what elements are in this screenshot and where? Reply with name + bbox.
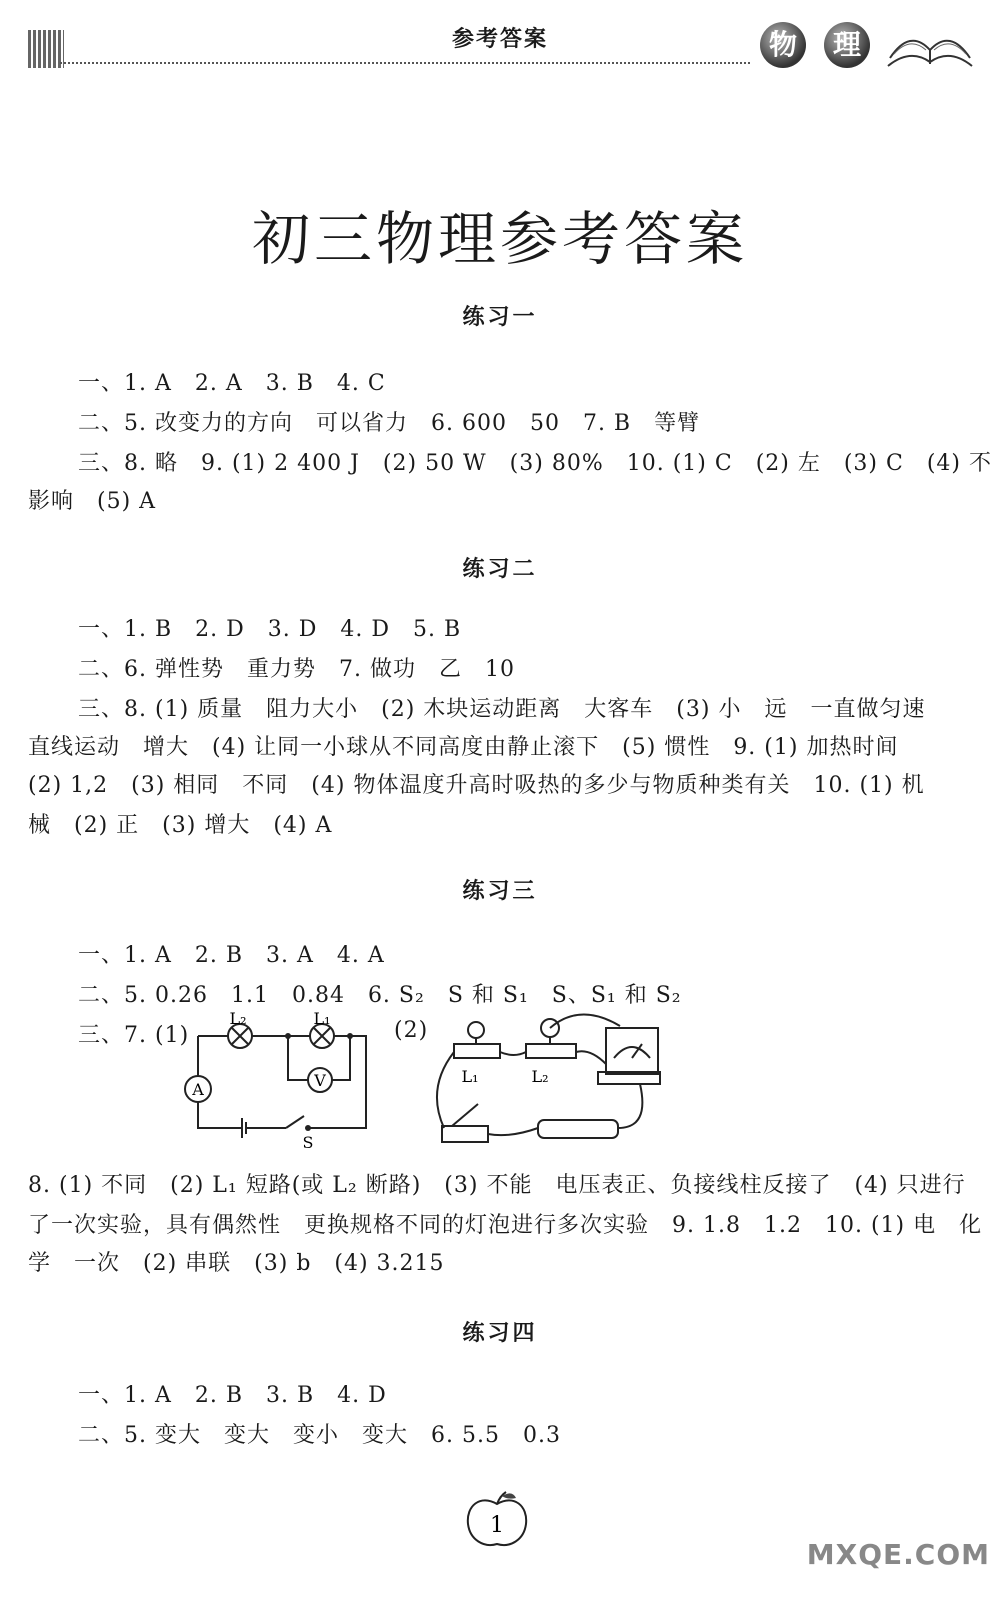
apple-page-number-icon: [462, 1490, 532, 1552]
diagram-part2-label: (2): [394, 1018, 429, 1043]
answer-line: 一、1. A 2. B 3. B 4. D: [78, 1383, 387, 1408]
header-badge-li: 理: [824, 22, 870, 68]
answer-line: 二、5. 0.26 1.1 0.84 6. S₂ S 和 S₁ S、S₁ 和 S₂: [78, 983, 682, 1008]
meter-icon: [606, 1028, 658, 1074]
page-number: 1: [490, 1513, 504, 1538]
answer-line: 影响 (5) A: [28, 489, 157, 514]
answer-line: 学 一次 (2) 串联 (3) b (4) 3.215: [28, 1251, 445, 1276]
page-title: 初三物理参考答案: [251, 205, 748, 273]
label-ammeter: A: [192, 1080, 204, 1099]
header-badge-wu: 物: [760, 22, 806, 68]
page-header: [0, 0, 1000, 80]
answer-line: 8. (1) 不同 (2) L₁ 短路(或 L₂ 断路) (3) 不能 电压表正、负接线柱反接了 (4) 只进行: [28, 1173, 966, 1198]
circuit-diagram: [180, 1010, 380, 1150]
answer-line: 一、1. B 2. D 3. D 4. D 5. B: [78, 617, 462, 642]
section-heading-1: 练习一: [462, 305, 538, 330]
bulb-l1-icon: [468, 1022, 484, 1038]
photo-label-l1: L₁: [461, 1067, 479, 1086]
label-l1: L₁: [313, 1010, 331, 1028]
battery-symbol: [242, 1118, 246, 1138]
header-dotted-rule: [60, 62, 750, 64]
battery-box-icon: [538, 1120, 618, 1138]
lamp-holder-l1: [454, 1044, 500, 1058]
answer-line: 二、6. 弹性势 重力势 7. 做功 乙 10: [78, 657, 515, 682]
switch-symbol: [286, 1116, 304, 1128]
answer-line: 二、5. 改变力的方向 可以省力 6. 600 50 7. B 等臂: [78, 411, 701, 436]
answer-line: 三、8. (1) 质量 阻力大小 (2) 木块运动距离 大客车 (3) 小 远 一直做匀速: [78, 697, 926, 722]
answer-line: 三、7. (1): [78, 1023, 190, 1048]
section-heading-2: 练习二: [462, 557, 538, 582]
watermark: MXQE.COM: [806, 1538, 990, 1571]
answer-line: 二、5. 变大 变大 变小 变大 6. 5.5 0.3: [78, 1423, 561, 1448]
answer-line: 一、1. A 2. B 3. A 4. A: [78, 943, 385, 968]
lamp-holder-l2: [526, 1044, 576, 1058]
label-l2: L₂: [229, 1010, 247, 1028]
switch-base-icon: [442, 1126, 488, 1142]
answer-line: 一、1. A 2. A 3. B 4. C: [78, 371, 386, 396]
answer-line: 三、8. 略 9. (1) 2 400 J (2) 50 W (3) 80% 10. (1) C (2) 左 (3) C (4) 不: [78, 451, 992, 476]
header-title: 参考答案: [451, 27, 548, 52]
answer-line: 直线运动 增大 (4) 让同一小球从不同高度由静止滚下 (5) 惯性 9. (1) 加热时间: [28, 735, 899, 760]
apparatus-sketch: [430, 1008, 670, 1158]
label-switch: S: [302, 1133, 314, 1150]
open-book-icon: [880, 18, 980, 78]
answer-line: 了一次实验，具有偶然性 更换规格不同的灯泡进行多次实验 9. 1.8 1.2 10. (1) 电 化: [28, 1213, 983, 1238]
section-heading-4: 练习四: [462, 1321, 538, 1346]
label-voltmeter: V: [314, 1071, 326, 1090]
section-heading-3: 练习三: [462, 879, 538, 904]
answer-line: 械 (2) 正 (3) 增大 (4) A: [28, 813, 333, 838]
photo-label-l2: L₂: [531, 1067, 549, 1086]
answer-line: (2) 1,2 (3) 相同 不同 (4) 物体温度升高时吸热的多少与物质种类有关 10. (1) 机: [28, 773, 925, 798]
